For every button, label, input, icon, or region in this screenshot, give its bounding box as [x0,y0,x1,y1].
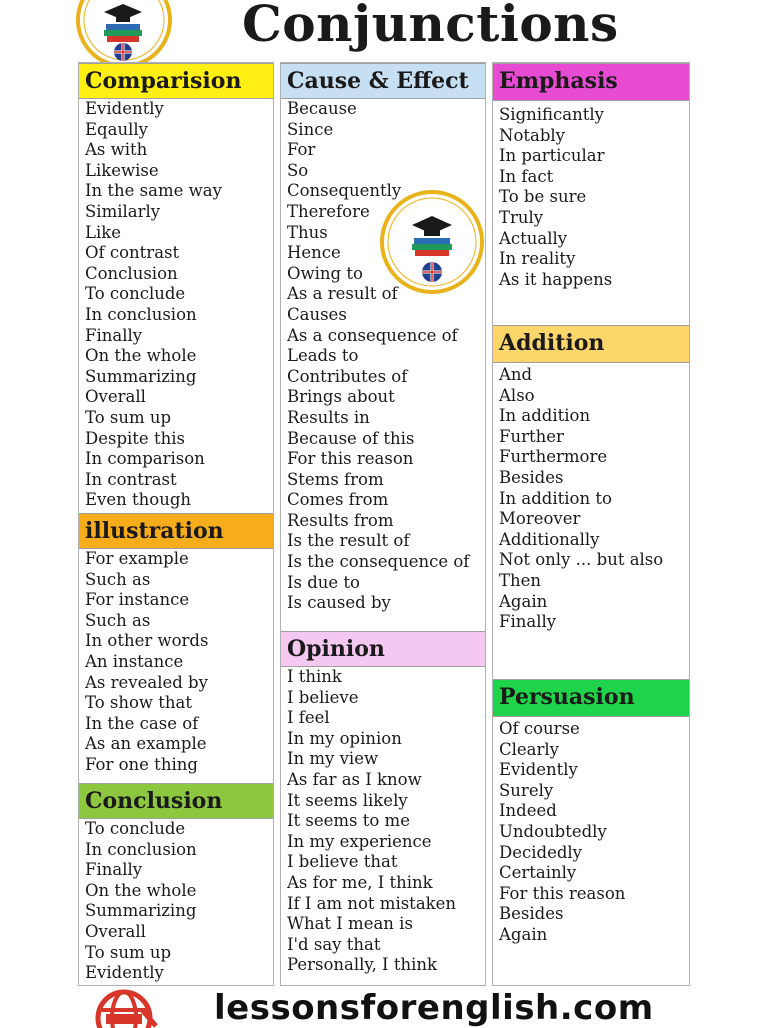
list-item: Leads to [287,346,359,366]
lessonsforenglish-logo [72,0,180,68]
list-item: Certainly [499,863,577,883]
list-item: Furthermore [499,447,608,467]
www-globe-icon [94,988,158,1028]
list-item: It seems likely [287,790,408,810]
list-item: Additionally [499,529,600,549]
list-item: In my experience [287,831,432,851]
section-header-persuasion: Persuasion [493,679,689,717]
list-item: To sum up [85,942,172,962]
list-item: Surely [499,780,554,800]
list-item: Since [287,119,334,139]
list-item: Evidently [85,99,164,118]
section-header-conclusion: Conclusion [79,783,273,819]
list-item: In the same way [85,181,222,201]
list-item: Owing to [287,263,363,283]
list-item: In the case of [85,713,199,733]
list-item: Summarizing [85,366,197,386]
list-item: Indeed [499,801,557,821]
list-conclusion [85,819,271,984]
list-item: I believe [287,687,359,707]
list-item: What I mean is [287,914,413,934]
column-right [492,62,690,986]
list-item: Is the result of [287,531,410,551]
list-item: Further [499,426,564,446]
list-illustration [85,549,271,776]
list-item: Hence [287,243,341,263]
list-item: Finally [85,860,143,880]
list-item: Such as [85,569,151,589]
footer-website: lessonsforenglish.com [214,988,654,1028]
list-item: As revealed by [85,672,208,692]
list-item: Causes [287,304,347,324]
list-item: Like [85,222,121,242]
section-header-opinion: Opinion [281,631,485,667]
list-item: Results in [287,407,370,427]
list-item: Conclusion [85,263,178,283]
list-item: Brings about [287,387,395,407]
list-item: Actually [499,228,568,248]
column-middle [280,62,486,986]
list-cause-effect [287,99,483,614]
list-item: In conclusion [85,839,197,859]
list-item: Thus [287,222,328,242]
list-item: As an example [85,734,207,754]
list-item: Is the consequence of [287,552,470,572]
list-item: Significantly [499,105,604,124]
list-opinion [287,667,483,976]
list-item: Besides [499,904,564,924]
list-item: On the whole [85,880,197,900]
list-item: For instance [85,590,190,610]
list-item: Results from [287,510,394,530]
list-item: Summarizing [85,901,197,921]
list-item: Contributes of [287,366,408,386]
list-item: For this reason [499,883,626,903]
list-item: To be sure [499,187,587,207]
list-item: As a result of [287,284,398,304]
page-title: Conjunctions [242,0,619,53]
section-header-comparison: Comparision [79,63,273,99]
list-item: Evidently [85,963,164,983]
list-item: Decidedly [499,842,582,862]
list-item: Of course [499,719,580,738]
list-item: To show that [85,693,193,713]
section-header-illustration: illustration [79,513,273,549]
list-persuasion [499,719,687,946]
list-item: Stems from [287,469,384,489]
list-item: If I am not mistaken [287,893,457,913]
section-header-emphasis: Emphasis [493,63,689,101]
list-item: In comparison [85,449,205,469]
list-item: In contrast [85,469,177,489]
list-item: Likewise [85,160,159,180]
list-item: Eqaully [85,119,148,139]
list-emphasis [499,105,687,290]
list-item: I'd say that [287,934,381,954]
list-item: To sum up [85,407,172,427]
list-item: Not only ... but also [499,550,664,570]
list-item: Despite this [85,428,185,448]
list-item: As it happens [499,269,613,289]
list-item: Because [287,99,357,118]
list-item: I believe that [287,852,398,872]
list-item: To conclude [85,284,186,304]
list-item: I feel [287,708,330,728]
list-item: As with [85,140,148,160]
list-item: Even though [85,490,192,510]
list-item: Besides [499,467,564,487]
list-item: Similarly [85,201,161,221]
list-item: In other words [85,631,209,651]
list-item: To conclude [85,819,186,838]
list-item: As a consequence of [287,325,458,345]
list-item: Comes from [287,490,389,510]
list-item: On the whole [85,346,197,366]
list-item: Finally [85,325,143,345]
list-item: Overall [85,921,146,941]
list-item: An instance [85,651,184,671]
column-left [78,62,274,986]
list-item: Notably [499,125,565,145]
list-item: In fact [499,166,554,186]
list-item: Again [499,924,548,944]
section-header-addition: Addition [493,325,689,363]
list-item: In addition [499,406,591,426]
list-item: Evidently [499,760,578,780]
section-header-cause-effect: Cause & Effect [281,63,485,99]
list-item: As far as I know [287,769,422,789]
list-addition [499,365,687,633]
list-item: Overall [85,387,146,407]
list-item: Is due to [287,572,360,592]
list-item: For one thing [85,754,198,774]
list-item: For example [85,549,189,568]
list-item: It seems to me [287,811,410,831]
list-comparison [85,99,271,511]
list-item: And [499,365,533,384]
list-item: Because of this [287,428,415,448]
list-item: In addition to [499,488,612,508]
list-item: Moreover [499,509,581,529]
list-item: Consequently [287,181,402,201]
list-item: In particular [499,146,605,166]
list-item: So [287,160,309,180]
list-item: Of contrast [85,243,180,263]
list-item: Undoubtedly [499,821,607,841]
list-item: Therefore [287,201,370,221]
list-item: For [287,140,316,160]
list-item: Finally [499,612,557,632]
list-item: Truly [499,207,544,227]
list-item: In my view [287,749,379,769]
list-item: Clearly [499,739,559,759]
list-item: In my opinion [287,728,402,748]
list-item: Also [499,385,535,405]
list-item: As for me, I think [287,872,433,892]
list-item: Such as [85,610,151,630]
list-item: Again [499,591,548,611]
list-item: Then [499,570,542,590]
list-item: For this reason [287,449,414,469]
list-item: I think [287,667,342,686]
list-item: In conclusion [85,304,197,324]
list-item: Is caused by [287,593,391,613]
list-item: Personally, I think [287,955,437,975]
list-item: In reality [499,249,576,269]
